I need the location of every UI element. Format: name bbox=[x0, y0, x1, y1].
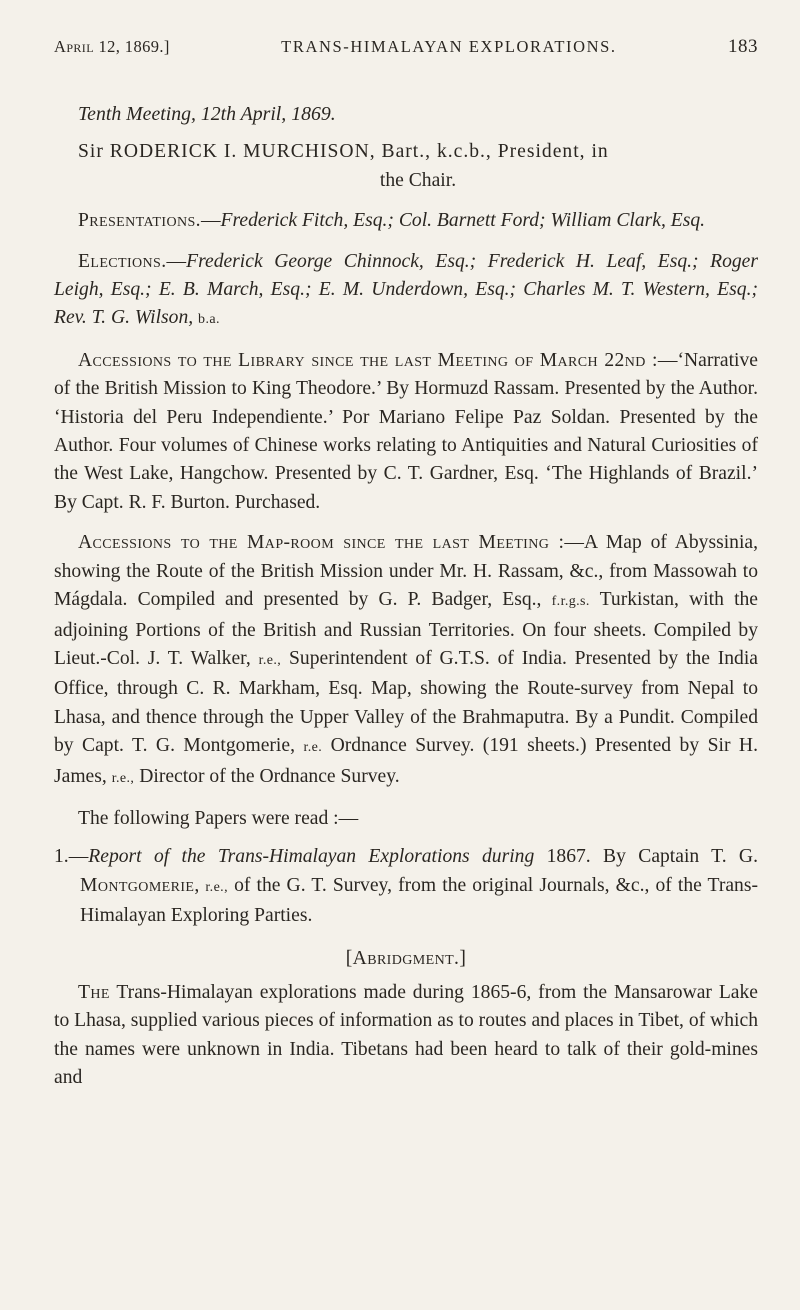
paper-item-author: Montgomerie bbox=[80, 874, 195, 896]
map-room-abbr-2: r.e., bbox=[258, 652, 282, 668]
library-accessions-paragraph: Accessions to the Library since the last Meeting of March 22nd :—‘Narrative of the British Mission to King Theodore.’ By Hormuzd Rassam. Presented by the Author. ‘Historia del Peru Independiente.’ Por Mariano Felipe Paz Soldan. Presented by the Author. Four volumes of Chinese works relating to Antiquities and Natural Curiosities of the West Lake, Hangchow. Presented by C. T. Gardner, Esq. ‘The Highlands of Brazil.’ By Capt. R. F. Burton. Purchased. bbox=[54, 349, 758, 513]
map-room-text-4: Ordnance Survey. (191 sheets.) Presented by Sir H. James, bbox=[54, 735, 758, 787]
map-room-text-2: Turkistan, with the adjoining Portions of the British and Russian Territories. On four sheets. Compiled by Lieut.-Col. J. T. Walker, bbox=[54, 589, 759, 669]
map-room-abbr-4: r.e., bbox=[111, 770, 135, 786]
map-room-text-5: Director of the Ordnance Survey. bbox=[139, 765, 400, 787]
chair-name: Sir RODERICK I. MURCHISON, Bart., k.c.b., President, in bbox=[78, 141, 609, 163]
paper-item-degree: r.e., bbox=[205, 879, 228, 895]
map-room-accessions-paragraph: Accessions to the Map-room since the last Meeting :—A Map of Abyssinia, showing the Route of the British Mission under Mr. H. Rassam, &c., from Massowah to Mágdala. Compiled and presented by G. P. Badger, Esq., f.r.g.s. Turkistan, with the adjoining Portions of the British and Russian Territories. On four sheets. Compiled by Lieut.-Col. J. T. Walker, r.e., Superintendent of G.T.S. of India. Presented by the India Office, through C. R. Markham, Esq. Map, showing the Route-survey from Nepal to Lhasa, and thence through the Upper Valley of the Brahmaputra. By a Pundit. Compiled by Capt. T. G. Montgomerie, r.e. Ordnance Survey. (191 sheets.) Presented by Sir H. James, r.e., Director of the Ordnance Survey. bbox=[54, 532, 759, 787]
paper-item-number: 1.— bbox=[54, 846, 89, 868]
paper-item-title: Report of the Trans-Himalayan Explorations during bbox=[88, 846, 535, 868]
page-body bbox=[54, 100, 758, 1093]
library-accessions-label: Accessions to the Library since the last Meeting of March 22nd : bbox=[78, 349, 658, 371]
map-room-label: Accessions to the Map-room since the last Meeting : bbox=[78, 532, 565, 554]
meeting-title bbox=[54, 100, 758, 128]
body-text: Trans-Himalayan explorations made during 1865-6, from the Mansarowar Lake to Lhasa, supplied various pieces of information as to routes and places in Tibet, of which the names were unknown in India. Tibetans had been heard to talk of their gold-mines and bbox=[54, 981, 758, 1089]
running-head-date: April 12, 1869.] bbox=[54, 37, 170, 56]
elections-label: Elections. bbox=[78, 250, 167, 272]
presentations-paragraph: Presentations.—Frederick Fitch, Esq.; Col. Barnett Ford; William Clark, Esq. bbox=[78, 210, 706, 232]
presentations-label: Presentations. bbox=[78, 210, 201, 232]
papers-intro: The following Papers were read :— bbox=[78, 807, 359, 829]
map-room-text-3: Superintendent of G.T.S. of India. Presented by the India Office, through C. R. Markham, Esq. Map, showing the Route-survey from Nepal to Lhasa, and thence through the Upper Valley of the Brahmaputra. By a Pundit. Compiled by Capt. T. G. Montgomerie, bbox=[54, 647, 758, 757]
paper-item: 1.—Report of the Trans-Himalayan Explorations during 1867. By Captain T. G. Montgomerie, r.e., of the G. T. Survey, from the original Journals, &c., of the Trans-Himalayan Exploring Parties. bbox=[54, 846, 759, 927]
meeting-title-text: Tenth Meeting, 12th April, 1869. bbox=[78, 103, 336, 125]
map-room-abbr-3: r.e. bbox=[303, 740, 323, 756]
abridgment-label: [Abridgment.] bbox=[345, 947, 467, 969]
body-first-word: The bbox=[78, 981, 110, 1003]
library-accessions-text: ‘Narrative of the British Mission to King Theodore.’ By Hormuzd Rassam. Presented by the Author. ‘Historia del Peru Independiente.’ Por Mariano Felipe Paz Soldan. Presented by the Author. Four volumes of Chinese works relating to Antiquities and Natural Curiosities of the West Lake, Hangchow. Presented by C. T. Gardner, Esq. ‘The Highlands of Brazil.’ By Capt. R. F. Burton. Purchased. bbox=[54, 349, 758, 513]
elections-degree: b.a. bbox=[198, 312, 220, 328]
paper-item-rest: of the G. T. Survey, from the original Journals, &c., of the Trans-Himalayan Exploring Parties. bbox=[80, 874, 759, 927]
running-head bbox=[54, 36, 758, 58]
map-room-text-1: A Map of Abyssinia, showing the Route of the British Mission under Mr. H. Rassam, &c., from Massowah to Mágdala. Compiled and presented by G. P. Badger, Esq., bbox=[54, 532, 758, 611]
presentations-names: Frederick Fitch, Esq.; Col. Barnett Ford; William Clark, Esq. bbox=[220, 210, 706, 232]
map-room-abbr-1: f.r.g.s. bbox=[551, 594, 590, 610]
elections-paragraph: Elections.—Frederick George Chinnock, Esq.; Frederick H. Leaf, Esq.; Roger Leigh, Esq.; E. B. March, Esq.; E. M. Underdown, Esq.; Charles M. T. Western, Esq.; Rev. T. G. Wilson, b.a. bbox=[54, 250, 758, 329]
chair-paragraph bbox=[54, 138, 758, 195]
body-paragraph bbox=[54, 979, 758, 1093]
running-head-title: TRANS-HIMALAYAN EXPLORATIONS. bbox=[281, 37, 617, 56]
elections-names: Frederick George Chinnock, Esq.; Frederick H. Leaf, Esq.; Roger Leigh, Esq.; E. B. March, Esq.; E. M. Underdown, Esq.; Charles M. T. Western, Esq.; Rev. T. G. Wilson, bbox=[54, 250, 758, 329]
chair-line2: the Chair. bbox=[379, 169, 457, 191]
page-number: 183 bbox=[728, 36, 758, 57]
paper-item-year: 1867. By Captain T. G. bbox=[546, 846, 758, 868]
